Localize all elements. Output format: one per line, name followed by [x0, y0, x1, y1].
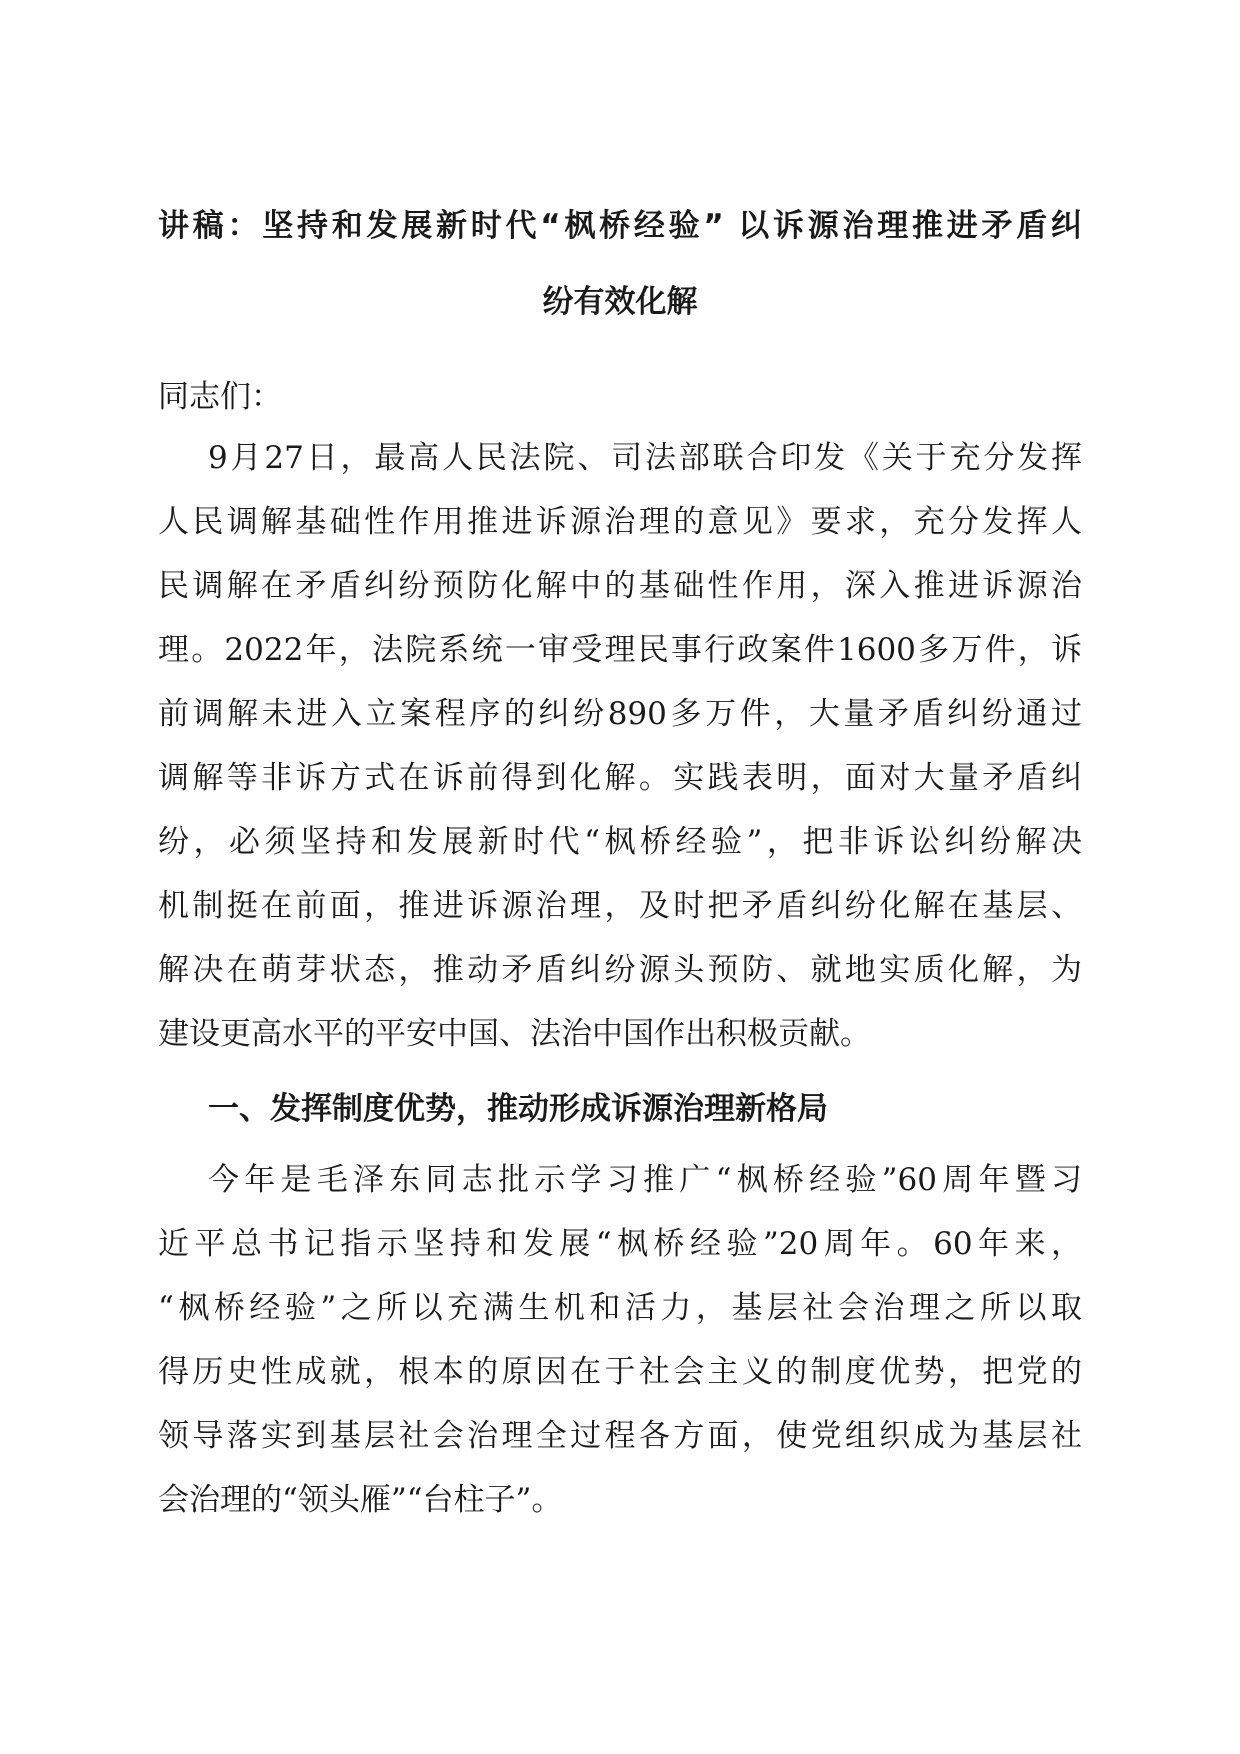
- paragraph-line: 会治理的“领头雁”“台柱子”。: [158, 1482, 563, 1518]
- paragraph-line: 机制挺在前面，推进诉源治理，及时把矛盾纠纷化解在基层、: [158, 888, 1082, 924]
- title-line-1: 讲稿：坚持和发展新时代“枫桥经验” 以诉源治理推进矛盾纠: [158, 208, 1082, 244]
- document-title: [158, 201, 1082, 327]
- paragraph-line: 人民调解基础性作用推进诉源治理的意见》要求，充分发挥人: [158, 504, 1082, 540]
- paragraph-line: 民调解在矛盾纠纷预防化解中的基础性作用，深入推进诉源治: [158, 568, 1082, 604]
- paragraph-line: 今年是毛泽东同志批示学习推广“枫桥经验”60周年暨习: [208, 1162, 1082, 1198]
- paragraph-line: 领导落实到基层社会治理全过程各方面，使党组织成为基层社: [158, 1418, 1082, 1454]
- salutation: 同志们：: [158, 379, 282, 415]
- paragraph-line: 解决在萌芽状态，推动矛盾纠纷源头预防、就地实质化解，为: [158, 952, 1082, 988]
- paragraph-line: “枫桥经验”之所以充满生机和活力，基层社会治理之所以取: [158, 1290, 1082, 1326]
- title-line-2: 纷有效化解: [542, 284, 698, 320]
- paragraph-line: 近平总书记指示坚持和发展“枫桥经验”20周年。60年来，: [158, 1226, 1082, 1262]
- paragraph-line: 纷，必须坚持和发展新时代“枫桥经验”，把非诉讼纠纷解决: [158, 824, 1082, 860]
- paragraph-line: 理。2022年，法院系统一审受理民事行政案件1600多万件，诉: [158, 632, 1082, 668]
- paragraph-line: 前调解未进入立案程序的纠纷890多万件，大量矛盾纠纷通过: [158, 696, 1082, 732]
- paragraph-line: 9月27日，最高人民法院、司法部联合印发《关于充分发挥: [208, 440, 1082, 476]
- section-heading: 一、发挥制度优势，推动形成诉源治理新格局: [208, 1091, 828, 1127]
- paragraph-line: 得历史性成就，根本的原因在于社会主义的制度优势，把党的: [158, 1354, 1082, 1390]
- paragraph-line: 建设更高水平的平安中国、法治中国作出积极贡献。: [158, 1016, 871, 1052]
- paragraph-1: [158, 426, 1082, 1066]
- paragraph-2: [158, 1148, 1082, 1532]
- paragraph-line: 调解等非诉方式在诉前得到化解。实践表明，面对大量矛盾纠: [158, 760, 1082, 796]
